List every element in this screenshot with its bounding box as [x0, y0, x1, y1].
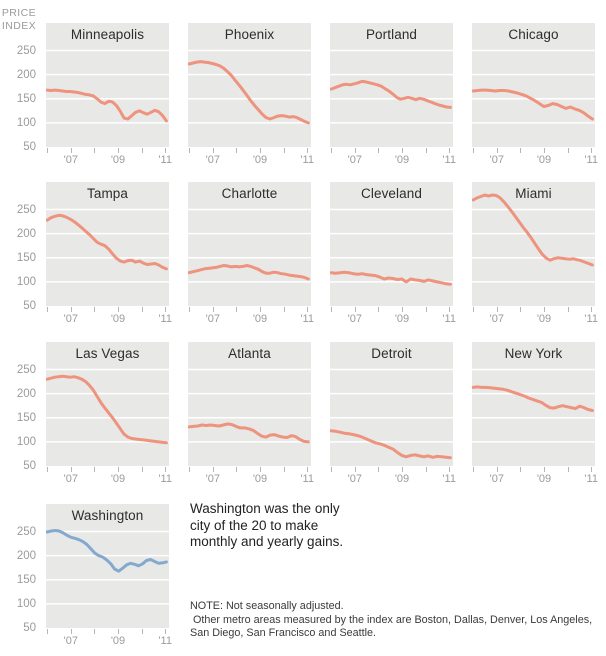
- x-axis-label: '09: [536, 313, 552, 325]
- x-tick-mark: [284, 148, 285, 153]
- x-tick-mark: [165, 148, 166, 153]
- chart-title-new-york: New York: [504, 346, 563, 361]
- price-index-axis-title: [0, 7, 36, 33]
- x-tick-mark: [402, 307, 403, 312]
- series-line-washington: [47, 531, 166, 572]
- x-tick-mark: [355, 467, 356, 472]
- x-axis-label: '09: [394, 313, 410, 325]
- x-tick-mark: [260, 467, 261, 472]
- x-tick-mark: [94, 307, 95, 312]
- chart-panel-las-vegas: [46, 342, 169, 466]
- x-tick-mark: [213, 467, 214, 472]
- y-axis-label: 250: [16, 44, 36, 57]
- x-tick-mark: [402, 467, 403, 472]
- y-axis-label: 250: [16, 203, 36, 216]
- x-tick-mark: [260, 148, 261, 153]
- x-axis-label: '09: [110, 635, 126, 647]
- x-axis-label: '07: [63, 635, 78, 647]
- x-tick-mark: [142, 148, 143, 153]
- x-axis-label: '11: [442, 313, 456, 325]
- chart-title-washington: Washington: [71, 508, 144, 523]
- y-axis-label: 150: [16, 573, 36, 586]
- x-tick-mark: [94, 629, 95, 634]
- x-axis-label: '07: [347, 473, 362, 485]
- x-tick-mark: [331, 148, 332, 153]
- y-axis-label: 150: [16, 251, 36, 264]
- series-line-tampa: [47, 215, 166, 268]
- x-tick-mark: [331, 467, 332, 472]
- x-tick-mark: [142, 467, 143, 472]
- x-tick-mark: [236, 307, 237, 312]
- x-tick-mark: [591, 307, 592, 312]
- series-line-charlotte: [189, 266, 308, 280]
- x-tick-mark: [497, 307, 498, 312]
- x-axis-label: '09: [252, 473, 268, 485]
- footnote-line1: NOTE: Not seasonally adjusted.: [190, 600, 344, 612]
- x-tick-mark: [118, 148, 119, 153]
- chart-panel-miami: [472, 182, 595, 306]
- x-tick-mark: [426, 148, 427, 153]
- x-axis-label: '09: [252, 313, 268, 325]
- chart-panel-new-york: [472, 342, 595, 466]
- x-tick-mark: [189, 307, 190, 312]
- x-tick-mark: [568, 148, 569, 153]
- x-tick-mark: [378, 467, 379, 472]
- x-tick-mark: [213, 307, 214, 312]
- x-tick-mark: [47, 148, 48, 153]
- x-tick-mark: [307, 467, 308, 472]
- series-line-detroit: [331, 431, 450, 458]
- x-axis-label: '11: [584, 473, 598, 485]
- x-axis-label: '09: [394, 154, 410, 166]
- footnote-line2: Other metro areas measured by the index are Boston, Dallas, Denver, Los Angeles, San Diego, San Francisco and Seattle.: [190, 613, 596, 639]
- chart-panel-tampa: [46, 182, 169, 306]
- x-axis-label: '07: [205, 313, 220, 325]
- chart-title-tampa: Tampa: [86, 186, 129, 201]
- y-axis-label: 50: [23, 300, 36, 312]
- x-axis-label: '11: [158, 473, 172, 485]
- x-tick-mark: [47, 629, 48, 634]
- x-tick-mark: [591, 467, 592, 472]
- x-axis-label: '09: [252, 154, 268, 166]
- x-axis-label: '11: [584, 313, 598, 325]
- x-tick-mark: [497, 467, 498, 472]
- x-tick-mark: [118, 307, 119, 312]
- x-tick-mark: [94, 148, 95, 153]
- x-axis-label: '11: [158, 154, 172, 166]
- x-axis-label: '11: [442, 473, 456, 485]
- y-axis-label: 150: [16, 92, 36, 105]
- x-tick-mark: [71, 467, 72, 472]
- x-tick-mark: [307, 307, 308, 312]
- x-tick-mark: [284, 307, 285, 312]
- x-axis-label: '11: [300, 154, 314, 166]
- chart-title-minneapolis: Minneapolis: [70, 27, 145, 42]
- x-axis-label: '09: [536, 473, 552, 485]
- x-tick-mark: [378, 307, 379, 312]
- x-tick-mark: [426, 467, 427, 472]
- x-tick-mark: [544, 307, 545, 312]
- x-tick-mark: [591, 148, 592, 153]
- chart-panel-cleveland: [330, 182, 453, 306]
- x-tick-mark: [473, 307, 474, 312]
- x-axis-label: '11: [300, 473, 314, 485]
- x-axis-label: '07: [205, 473, 220, 485]
- y-axis-label: 250: [16, 363, 36, 376]
- series-line-las-vegas: [47, 376, 166, 443]
- x-axis-label: '07: [63, 154, 78, 166]
- y-axis-label: 100: [16, 597, 36, 610]
- x-axis-label: '07: [347, 154, 362, 166]
- x-tick-mark: [165, 629, 166, 634]
- series-line-portland: [331, 81, 450, 107]
- x-tick-mark: [520, 148, 521, 153]
- x-axis-label: '09: [110, 154, 126, 166]
- y-axis-label: 200: [16, 387, 36, 400]
- x-tick-mark: [142, 307, 143, 312]
- series-line-new-york: [473, 387, 592, 411]
- chart-panel-chicago: [472, 23, 595, 147]
- x-axis-label: '09: [536, 154, 552, 166]
- y-axis-label: 50: [23, 622, 36, 634]
- chart-title-atlanta: Atlanta: [228, 346, 271, 361]
- x-tick-mark: [520, 307, 521, 312]
- x-tick-mark: [284, 467, 285, 472]
- x-tick-mark: [236, 148, 237, 153]
- x-axis-label: '11: [158, 313, 172, 325]
- price-index-line2: INDEX: [1, 20, 36, 32]
- x-tick-mark: [355, 307, 356, 312]
- x-tick-mark: [473, 148, 474, 153]
- chart-title-charlotte: Charlotte: [221, 186, 278, 201]
- x-tick-mark: [189, 148, 190, 153]
- x-tick-mark: [165, 307, 166, 312]
- chart-title-portland: Portland: [365, 27, 418, 42]
- x-tick-mark: [402, 148, 403, 153]
- footnote: [190, 600, 604, 641]
- chart-title-chicago: Chicago: [508, 27, 559, 42]
- y-axis-label: 100: [16, 435, 36, 448]
- x-tick-mark: [213, 148, 214, 153]
- chart-panel-detroit: [330, 342, 453, 466]
- series-line-atlanta: [189, 424, 308, 442]
- chart-title-miami: Miami: [515, 186, 552, 201]
- x-tick-mark: [307, 148, 308, 153]
- x-tick-mark: [473, 467, 474, 472]
- y-axis-label: 50: [23, 460, 36, 472]
- x-tick-mark: [568, 467, 569, 472]
- x-tick-mark: [47, 467, 48, 472]
- series-line-phoenix: [189, 62, 308, 123]
- series-line-chicago: [473, 90, 592, 119]
- x-axis-label: '09: [394, 473, 410, 485]
- x-tick-mark: [331, 307, 332, 312]
- y-axis-label: 150: [16, 411, 36, 424]
- x-axis-label: '07: [489, 473, 504, 485]
- x-tick-mark: [47, 307, 48, 312]
- x-tick-mark: [142, 629, 143, 634]
- x-tick-mark: [544, 148, 545, 153]
- x-tick-mark: [544, 467, 545, 472]
- x-tick-mark: [118, 467, 119, 472]
- x-axis-label: '09: [110, 313, 126, 325]
- x-tick-mark: [449, 467, 450, 472]
- series-line-miami: [473, 195, 592, 265]
- x-tick-mark: [355, 148, 356, 153]
- y-axis-label: 250: [16, 525, 36, 538]
- x-axis-label: '11: [158, 635, 172, 647]
- x-axis-label: '07: [489, 313, 504, 325]
- chart-title-detroit: Detroit: [371, 346, 412, 361]
- y-axis-label: 100: [16, 275, 36, 288]
- x-tick-mark: [189, 467, 190, 472]
- x-tick-mark: [165, 467, 166, 472]
- x-axis-label: '09: [110, 473, 126, 485]
- series-line-minneapolis: [47, 90, 166, 121]
- washington-annotation: Washington was the only city of the 20 to make monthly and yearly gains.: [190, 501, 344, 549]
- chart-panel-washington: [46, 504, 169, 628]
- x-axis-label: '07: [489, 154, 504, 166]
- x-tick-mark: [118, 629, 119, 634]
- price-index-line1: PRICE: [1, 7, 36, 19]
- x-axis-label: '11: [584, 154, 598, 166]
- x-tick-mark: [426, 307, 427, 312]
- x-tick-mark: [236, 467, 237, 472]
- x-tick-mark: [449, 148, 450, 153]
- x-axis-label: '07: [347, 313, 362, 325]
- x-axis-label: '07: [63, 473, 78, 485]
- x-axis-label: '07: [63, 313, 78, 325]
- chart-title-las-vegas: Las Vegas: [75, 346, 140, 361]
- x-tick-mark: [497, 148, 498, 153]
- chart-panel-minneapolis: [46, 23, 169, 147]
- x-axis-label: '07: [205, 154, 220, 166]
- x-tick-mark: [568, 307, 569, 312]
- x-axis-label: '11: [442, 154, 456, 166]
- x-tick-mark: [71, 629, 72, 634]
- x-tick-mark: [449, 307, 450, 312]
- y-axis-label: 200: [16, 68, 36, 81]
- y-axis-label: 200: [16, 227, 36, 240]
- x-tick-mark: [378, 148, 379, 153]
- x-tick-mark: [71, 148, 72, 153]
- chart-title-cleveland: Cleveland: [361, 186, 422, 201]
- chart-panel-phoenix: [188, 23, 311, 147]
- x-tick-mark: [260, 307, 261, 312]
- y-axis-label: 100: [16, 116, 36, 129]
- chart-panel-charlotte: [188, 182, 311, 306]
- x-tick-mark: [94, 467, 95, 472]
- x-tick-mark: [71, 307, 72, 312]
- y-axis-label: 50: [23, 141, 36, 153]
- chart-title-phoenix: Phoenix: [224, 27, 275, 42]
- x-axis-label: '11: [300, 313, 314, 325]
- chart-panel-atlanta: [188, 342, 311, 466]
- chart-panel-portland: [330, 23, 453, 147]
- y-axis-label: 200: [16, 549, 36, 562]
- x-tick-mark: [520, 467, 521, 472]
